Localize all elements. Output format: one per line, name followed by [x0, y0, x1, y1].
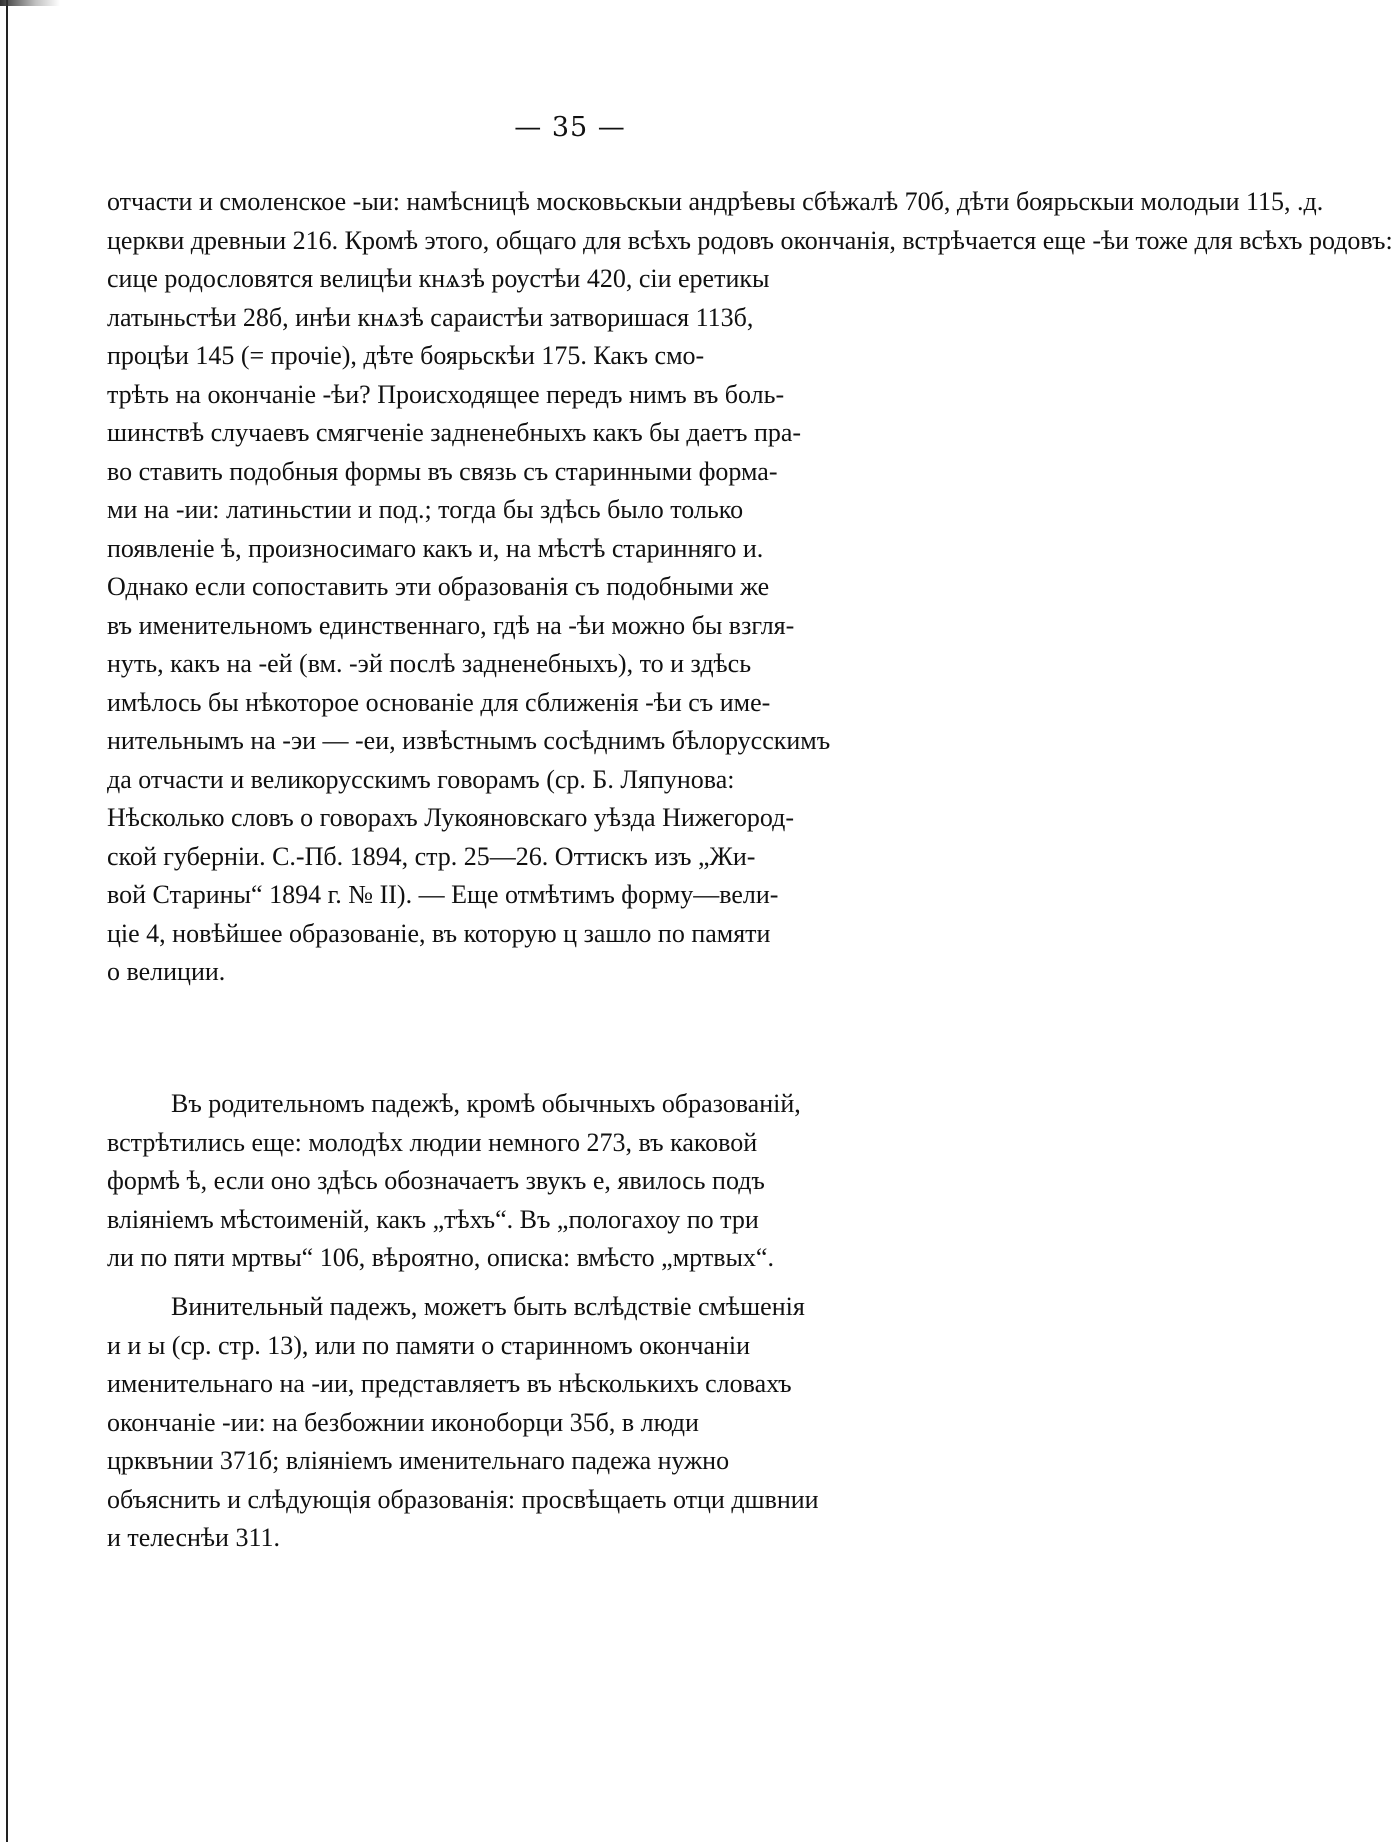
line-text: сице родословятся велицѣи кнѧзѣ роустѣи 420, сіи еретикы	[107, 264, 770, 293]
line-text: да отчасти и великорусскимъ говорамъ (ср. Б. Ляпунова:	[107, 764, 735, 794]
line-text: вліяніемъ мѣстоименій, какъ „тѣхъ“. Въ „пологахоу по три	[107, 1204, 759, 1234]
line-text: Нѣсколько словъ о говорахъ Лукояновскаго уѣзда Нижегород-	[107, 803, 795, 832]
line-text: появленіе ѣ, произносимаго какъ и, на мѣстѣ старинняго и.	[107, 533, 764, 563]
line-text: объяснить и слѣдующія образованія: просвѣщаеть отци дшвнии	[107, 1484, 819, 1514]
scan-corner-mark	[0, 0, 60, 6]
text-line	[107, 953, 967, 992]
line-text: процѣи 145 (= прочіе), дѣте бояpьскѣи 175. Какъ смо-	[107, 341, 705, 370]
text-line	[107, 414, 967, 453]
line-text: латыньстѣи 28б, инѣи кнѧзѣ сараистѣи затворишася 113б,	[107, 302, 754, 332]
line-text: црквънии 371б; вліяніемъ именительнаго падежа нужно	[107, 1446, 730, 1475]
text-line	[107, 1201, 967, 1240]
text-line	[107, 1239, 967, 1278]
line-text: шинствѣ случаевъ смягченіе задненебныхъ какъ бы даетъ пра-	[107, 418, 802, 447]
line-text: нительнымъ на -эи — -еи, извѣстнымъ сосѣднимъ бѣлорусскимъ	[107, 726, 831, 755]
text-line	[107, 915, 967, 954]
paragraph-nominative	[107, 183, 1393, 992]
line-text: ли по пяти мртвы“ 106, вѣроятно, описка: вмѣсто „мртвых“.	[107, 1243, 774, 1272]
text-line	[107, 568, 967, 607]
text-line	[107, 1327, 967, 1366]
line-text: во ставить подобныя формы въ связь съ старинными форма-	[107, 456, 778, 486]
text-line	[107, 1085, 967, 1124]
text-line	[107, 222, 1393, 261]
line-text: имѣлось бы нѣкоторое основаніе для сближенія -ѣи съ име-	[107, 687, 771, 717]
text-line	[107, 337, 967, 376]
text-line	[107, 838, 967, 877]
line-text: нуть, какъ на -ей (вм. -эй послѣ задненебныхъ), то и здѣсь	[107, 649, 752, 678]
line-text: именительнаго на -ии, представляетъ въ нѣсколькихъ словахъ	[107, 1369, 792, 1398]
text-line	[107, 761, 967, 800]
line-text: Однако если сопоставить эти образованія съ подобными же	[107, 572, 770, 601]
line-text: встрѣтились еще: молодѣх людии немного 273, въ каковой	[107, 1127, 758, 1157]
text-line	[107, 376, 967, 415]
text-line	[107, 1124, 967, 1163]
line-text: Винительный падежъ, можетъ быть вслѣдствіе смѣшенія	[171, 1292, 805, 1321]
line-text: и телеснѣи 311.	[107, 1523, 280, 1552]
text-line	[107, 799, 967, 838]
line-text: въ именительномъ единственнаго, гдѣ на -ѣи можно бы взгля-	[107, 610, 795, 640]
text-line	[107, 491, 967, 530]
text-line	[107, 299, 967, 338]
text-line	[107, 1365, 967, 1404]
line-text: вой Старины“ 1894 г. № II). — Еще отмѣтимъ форму—вели-	[107, 880, 779, 909]
text-line	[107, 1519, 967, 1558]
text-line	[107, 1442, 967, 1481]
text-line	[107, 722, 967, 761]
line-text: о велиции.	[107, 957, 226, 986]
line-text: окончаніе -ии: на безбожнии иконоборци 35б, в люди	[107, 1407, 699, 1437]
text-line	[107, 607, 967, 646]
paragraph-genitive	[107, 1085, 967, 1278]
text-line	[107, 876, 967, 915]
text-line	[107, 530, 967, 569]
text-line	[107, 1481, 967, 1520]
text-line	[107, 183, 1324, 222]
line-text: ціе 4, новѣйшее образованіе, въ которую ц зашло по памяти	[107, 918, 771, 948]
line-text: ской губерніи. С.-Пб. 1894, стр. 25—26. Оттискъ изъ „Жи-	[107, 841, 756, 871]
text-line	[107, 453, 967, 492]
text-line	[107, 645, 967, 684]
text-line	[107, 684, 967, 723]
text-line	[107, 1162, 967, 1201]
line-text: трѣть на окончаніе -ѣи? Происходящее передъ нимъ въ боль-	[107, 379, 785, 409]
line-text: ми на -ии: латиньстии и под.; тогда бы здѣсь было только	[107, 495, 744, 524]
line-text: Въ родительномъ падежѣ, кромѣ обычныхъ образованій,	[171, 1089, 801, 1118]
line-text: церкви древныи 216. Кромѣ этого, общаго для всѣхъ родовъ окончанія, встрѣчается еще -ѣи тоже для всѣхъ родовъ:	[107, 225, 1393, 255]
text-line	[107, 260, 967, 299]
page-number: — 35 —	[514, 112, 626, 143]
page-binding-edge	[6, 0, 8, 1842]
text-line	[107, 1288, 967, 1327]
text-line	[107, 1404, 967, 1443]
paragraph-accusative	[107, 1288, 967, 1558]
line-text: и и ы (ср. стр. 13), или по памяти о старинномъ окончаніи	[107, 1330, 751, 1360]
line-text: формѣ ѣ, если оно здѣсь обозначаетъ звукъ е, явилось подъ	[107, 1166, 765, 1195]
line-text: отчасти и смоленское -ыи: намѣсницѣ московьскыи андрѣевы сбѣжалѣ 70б, дѣти бояpьскыи молодыи 115, .д.	[107, 187, 1324, 216]
